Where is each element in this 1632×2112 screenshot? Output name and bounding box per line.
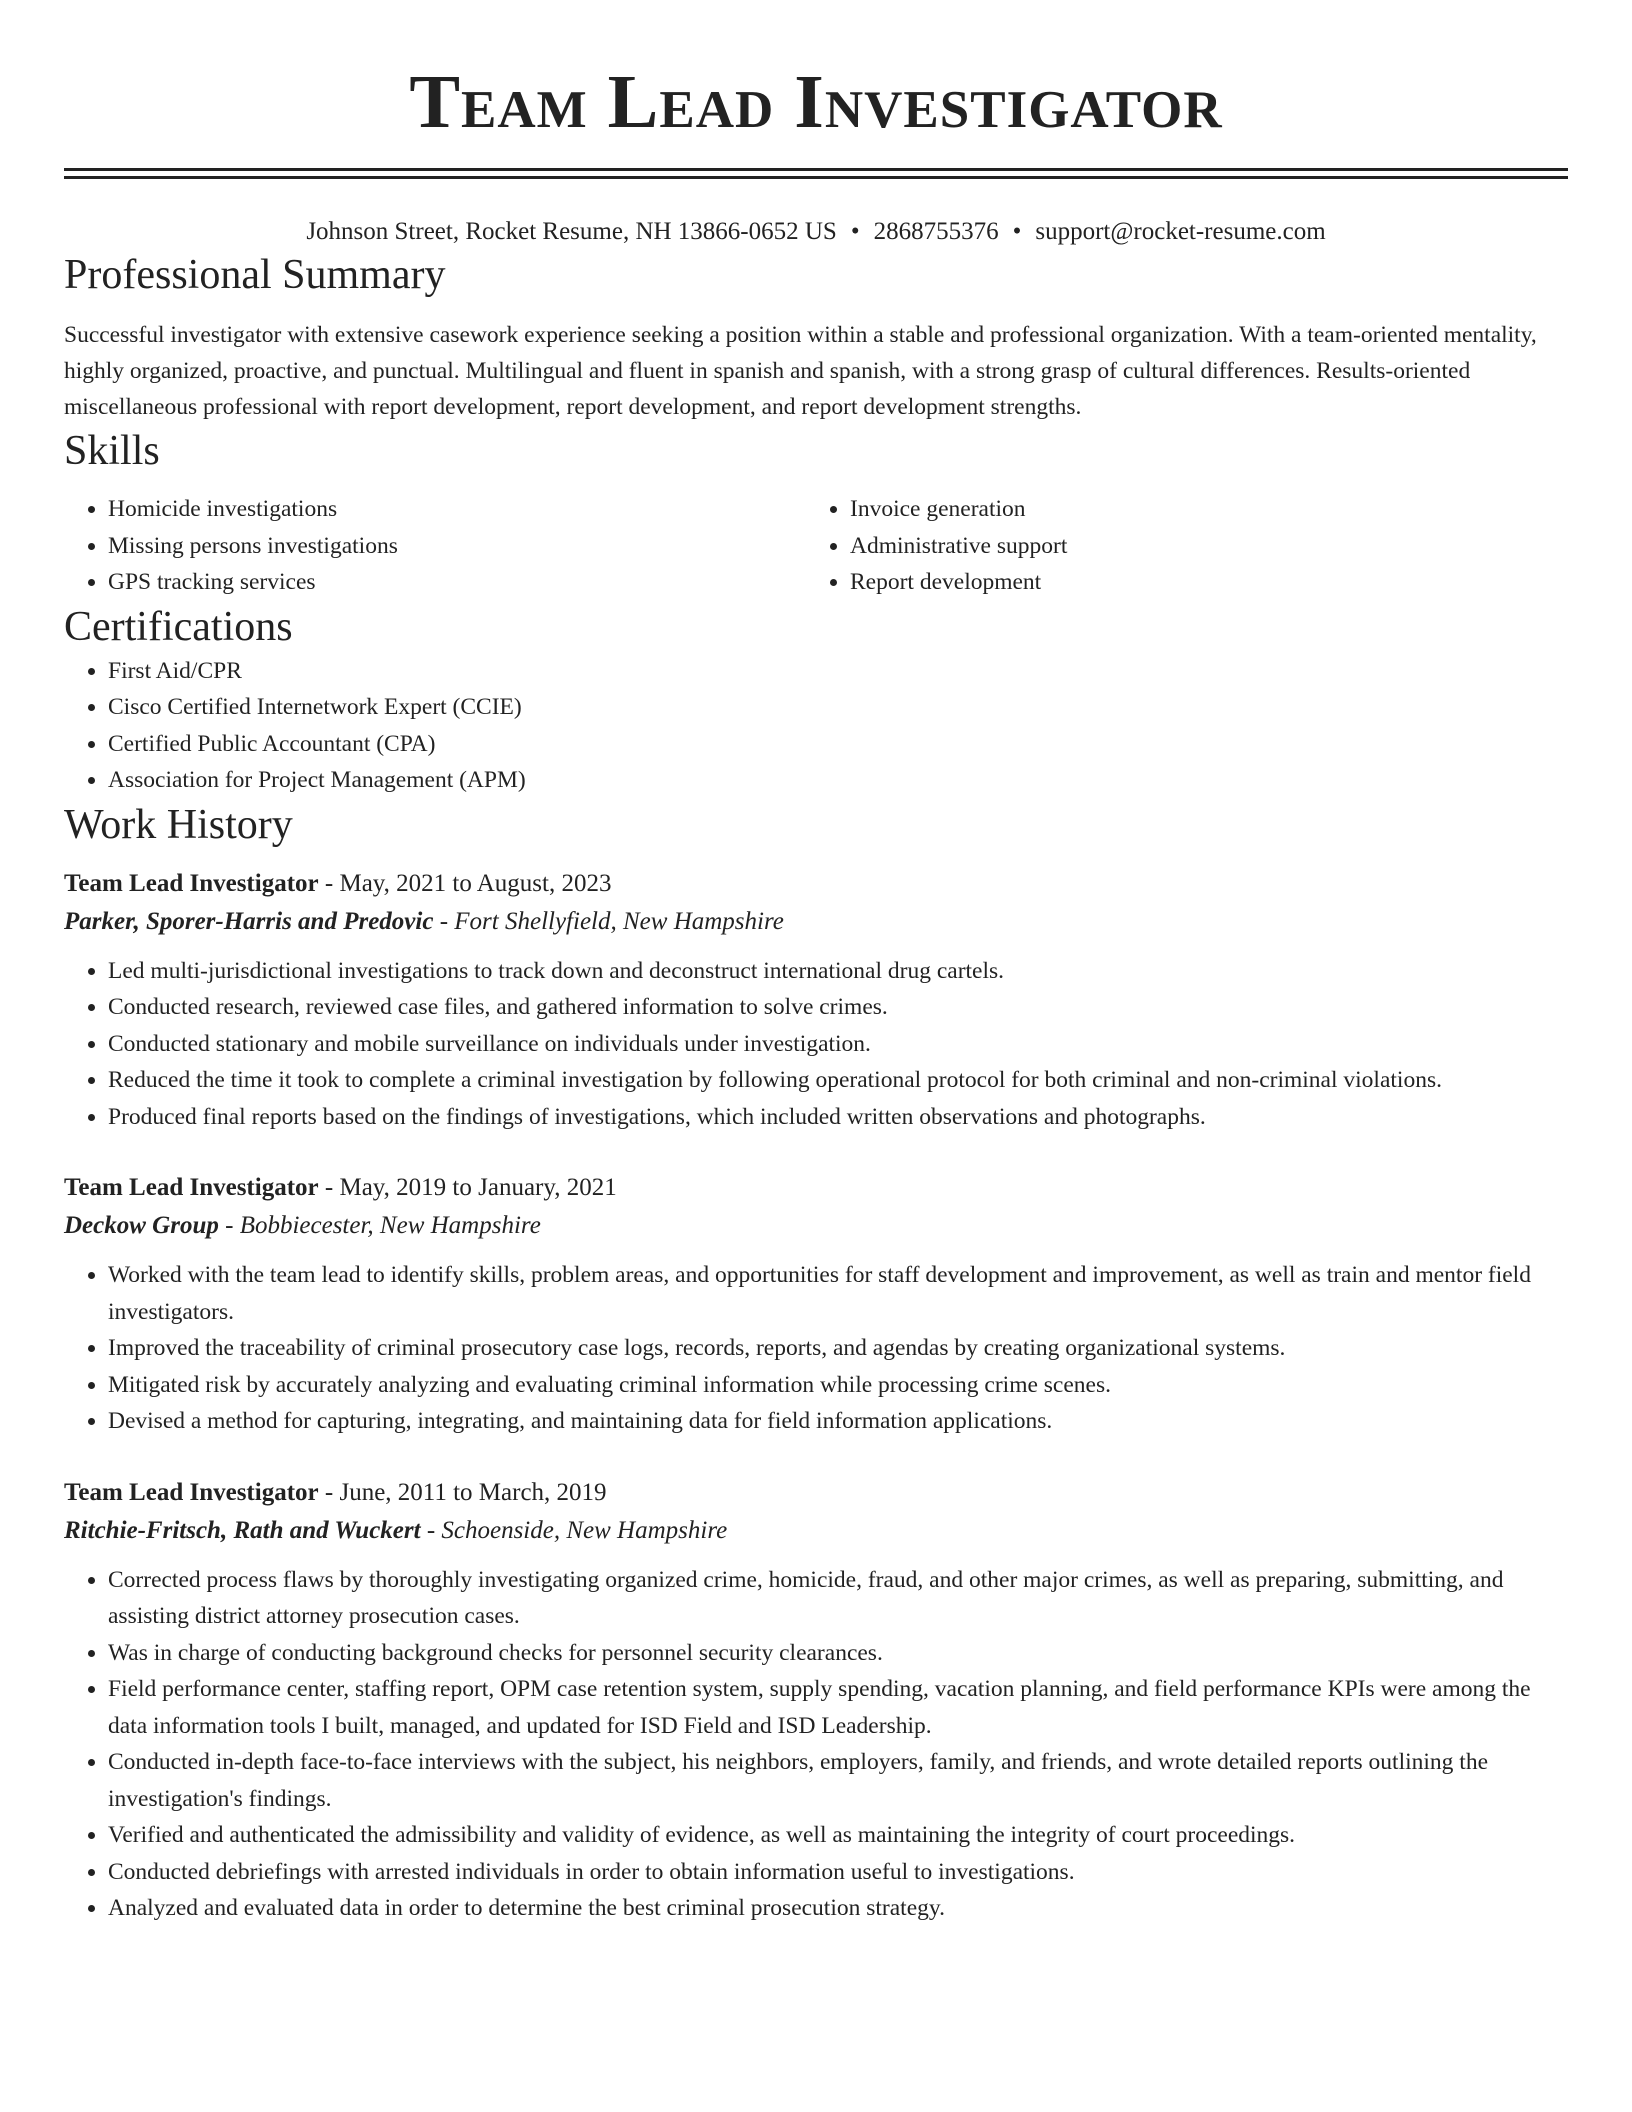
summary-text: Successful investigator with extensive casework experience seeking a position within a stable and professional organization. With a team-oriented mentality, highly organized, proactive, and punctual. Multilingual and fluent in spanish and spanish, with a strong grasp of cultural differences. Results-oriented miscellaneous professional with report development, report development, and report development strengths.: [64, 322, 1537, 420]
job-dates: June, 2011 to March, 2019: [339, 1478, 607, 1506]
job-entry: [64, 1169, 1568, 1440]
skills-left-column: [64, 491, 806, 601]
job-location: Bobbiecester, New Hampshire: [239, 1212, 541, 1239]
job-bullet: • Conducted research, reviewed case files, and gathered information to solve crimes.: [108, 989, 1568, 1026]
certification-item: • Cisco Certified Internetwork Expert (CCIE): [108, 689, 1568, 726]
job-bullet: • Improved the traceability of criminal prosecutory case logs, records, reports, and agendas by creating organizational systems.: [108, 1330, 1568, 1367]
skills-columns: [64, 491, 1568, 601]
certification-item: • First Aid/CPR: [108, 653, 1568, 690]
job-title: Team Lead Investigator: [64, 1174, 319, 1201]
certifications-list: [64, 653, 1568, 799]
summary-heading: Professional Summary: [64, 252, 446, 298]
job-bullets: [64, 1562, 1568, 1927]
certification-item: • Association for Project Management (APM): [108, 762, 1568, 799]
skills-heading: Skills: [64, 428, 160, 474]
job-header: [64, 1169, 1568, 1207]
job-dash: -: [318, 1174, 340, 1201]
job-company-line: [64, 903, 1568, 941]
job-bullet: • Worked with the team lead to identify skills, problem areas, and opportunities for staff development and improvement, as well as train and mentor field investigators.: [108, 1257, 1568, 1330]
job-bullet: • Reduced the time it took to complete a criminal investigation by following operational protocol for both criminal and non-criminal violations.: [108, 1062, 1568, 1099]
skills-left-list: [64, 491, 806, 601]
work-history-heading: Work History: [64, 801, 293, 848]
job-title: Team Lead Investigator: [64, 869, 319, 897]
job-dash: -: [318, 1478, 340, 1506]
job-bullet: • Led multi-jurisdictional investigations to track down and deconstruct international drug cartels.: [108, 953, 1568, 990]
header-divider: [64, 168, 1568, 179]
job-dash: -: [318, 869, 340, 897]
contact-phone: 2868755376: [873, 218, 999, 245]
job-bullet: • Conducted in-depth face-to-face interviews with the subject, his neighbors, employers, family, and friends, and wrote detailed reports outlining the investigation's findings.: [108, 1744, 1568, 1817]
skill-item: • Missing persons investigations: [108, 528, 806, 565]
job-dates: May, 2021 to August, 2023: [339, 869, 612, 897]
job-bullets: [64, 1257, 1568, 1440]
job-company-line: [64, 1512, 1568, 1550]
job-location: Fort Shellyfield, New Hampshire: [454, 907, 784, 935]
job-entry: [64, 865, 1568, 1136]
job-bullet: • Field performance center, staffing report, OPM case retention system, supply spending, vacation planning, and field performance KPIs were among the data information tools I built, managed, and updated for ISD Field and ISD Leadership.: [108, 1671, 1568, 1744]
job-bullet: • Conducted debriefings with arrested individuals in order to obtain information useful to investigations.: [108, 1854, 1568, 1891]
job-bullet: • Analyzed and evaluated data in order to determine the best criminal prosecution strategy.: [108, 1890, 1568, 1927]
skill-item: • Homicide investigations: [108, 491, 806, 528]
contact-email: support@rocket-resume.com: [1035, 218, 1326, 245]
skill-item: • Administrative support: [850, 528, 1548, 565]
skill-item: • Invoice generation: [850, 491, 1548, 528]
job-bullet: • Produced final reports based on the findings of investigations, which included written observations and photographs.: [108, 1099, 1568, 1136]
job-location: Schoenside, New Hampshire: [441, 1516, 728, 1544]
resume-name: Team Lead Investigator: [409, 60, 1223, 144]
job-bullet: • Mitigated risk by accurately analyzing and evaluating criminal information while processing crime scenes.: [108, 1367, 1568, 1404]
job-title: Team Lead Investigator: [64, 1478, 319, 1506]
contact-separator: •: [850, 218, 860, 245]
skill-item: • Report development: [850, 564, 1548, 601]
job-entry: [64, 1474, 1568, 1927]
job-dash: -: [420, 1516, 442, 1544]
job-company: Ritchie-Fritsch, Rath and Wuckert: [64, 1516, 421, 1544]
job-company: Deckow Group: [64, 1212, 219, 1239]
job-header: [64, 865, 1568, 903]
skill-item: • GPS tracking services: [108, 564, 806, 601]
job-bullet: • Devised a method for capturing, integrating, and maintaining data for field information applications.: [108, 1403, 1568, 1440]
job-bullet: • Verified and authenticated the admissibility and validity of evidence, as well as maintaining the integrity of court proceedings.: [108, 1817, 1568, 1854]
skills-right-column: [806, 491, 1548, 601]
job-header: [64, 1474, 1568, 1512]
job-dates: May, 2019 to January, 2021: [339, 1174, 617, 1201]
certifications-heading: Certifications: [64, 603, 293, 650]
job-bullet: • Was in charge of conducting background checks for personnel security clearances.: [108, 1635, 1568, 1672]
job-bullets: [64, 953, 1568, 1136]
contact-address: Johnson Street, Rocket Resume, NH 13866-0652 US: [306, 218, 837, 245]
job-bullet: • Corrected process flaws by thoroughly investigating organized crime, homicide, fraud, and other major crimes, as well as preparing, submitting, and assisting district attorney prosecution cases.: [108, 1562, 1568, 1635]
contact-separator: •: [1012, 218, 1022, 245]
certification-item: • Certified Public Accountant (CPA): [108, 726, 1568, 763]
job-dash: -: [433, 907, 455, 935]
job-dash: -: [218, 1212, 240, 1239]
job-company-line: [64, 1207, 1568, 1245]
skills-right-list: [806, 491, 1548, 601]
job-company: Parker, Sporer-Harris and Predovic: [64, 907, 434, 935]
contact-line: [64, 215, 1568, 249]
job-bullet: • Conducted stationary and mobile surveillance on individuals under investigation.: [108, 1026, 1568, 1063]
